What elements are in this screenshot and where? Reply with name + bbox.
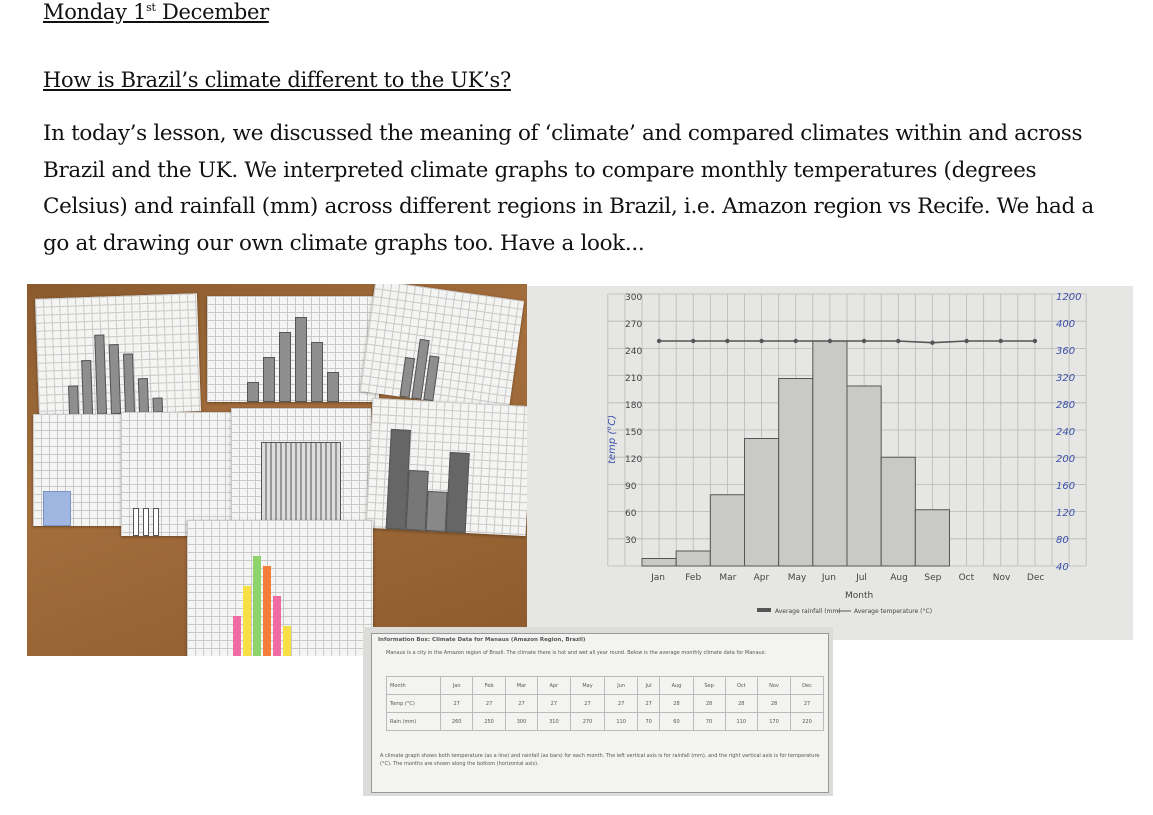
left-tick-label: 150 <box>625 428 643 438</box>
x-axis-title: Month <box>845 591 874 601</box>
rain-bar-feb <box>676 551 710 566</box>
climate-graph-drawing <box>527 286 1133 640</box>
temp-point-mar <box>725 339 729 343</box>
rain-bar-jan <box>642 559 676 567</box>
legend-temp-label: Average temperature (°C) <box>854 608 933 615</box>
table-cell: 27 <box>637 695 660 713</box>
temp-point-aug <box>896 339 900 343</box>
table-cell: Jun <box>605 677 637 695</box>
left-tick-label: 90 <box>625 482 637 492</box>
table-cell: Month <box>387 677 441 695</box>
lesson-question: How is Brazil’s climate different to the UK’s? <box>43 68 511 92</box>
graph-sheet <box>121 412 235 536</box>
right-tick-label: 1200 <box>1056 292 1082 303</box>
table-cell: 28 <box>660 695 693 713</box>
legend-rain-label: Average rainfall (mm) <box>775 608 841 615</box>
rain-bar-mar <box>710 495 744 566</box>
graph-sheet <box>360 284 524 412</box>
table-cell: Nov <box>757 677 790 695</box>
graph-sheet <box>366 398 527 536</box>
temp-point-apr <box>759 339 763 343</box>
graph-sheet <box>207 296 379 402</box>
table-cell: 60 <box>660 713 693 731</box>
graph-sheet <box>33 414 125 526</box>
rain-bar-may <box>779 379 813 567</box>
table-cell: 250 <box>473 713 505 731</box>
left-axis-label: temp (°C) <box>607 414 618 464</box>
month-label-oct: Oct <box>958 573 975 583</box>
left-tick-label: 240 <box>625 347 643 357</box>
table-cell: May <box>570 677 605 695</box>
table-cell: 70 <box>637 713 660 731</box>
month-label-feb: Feb <box>685 573 702 583</box>
table-row <box>387 713 824 731</box>
temp-point-oct <box>964 339 968 343</box>
rain-bar-jun <box>813 341 847 566</box>
month-label-jan: Jan <box>651 573 665 583</box>
month-label-may: May <box>787 573 807 583</box>
description-line: Brazil and the UK. We interpreted climate graphs to compare monthly temperatures (degrees <box>43 157 1037 183</box>
right-tick-label: 360 <box>1056 346 1076 357</box>
table-cell: 27 <box>570 695 605 713</box>
temp-point-jan <box>657 339 661 343</box>
table-cell: Oct <box>725 677 757 695</box>
table-cell: 260 <box>441 713 473 731</box>
information-box <box>371 633 829 793</box>
rain-bar-aug <box>881 457 915 566</box>
table-cell: 27 <box>441 695 473 713</box>
left-tick-label: 180 <box>625 401 643 411</box>
right-tick-label: 320 <box>1056 373 1076 384</box>
temp-point-nov <box>999 339 1003 343</box>
table-cell: 28 <box>725 695 757 713</box>
temp-point-jun <box>828 339 832 343</box>
temp-point-dec <box>1033 339 1037 343</box>
photo-hand-drawn-climate-graph <box>527 286 1133 640</box>
table-cell: 110 <box>725 713 757 731</box>
temp-point-jul <box>862 339 866 343</box>
table-cell: 27 <box>791 695 824 713</box>
table-cell: Dec <box>791 677 824 695</box>
legend-rain-swatch <box>757 608 771 612</box>
lesson-date: Monday 1st December <box>43 0 269 24</box>
table-cell: 270 <box>570 713 605 731</box>
table-cell: 27 <box>538 695 570 713</box>
table-cell: 27 <box>505 695 537 713</box>
month-label-mar: Mar <box>719 573 737 583</box>
rain-bar-sep <box>915 510 949 566</box>
table-cell: Apr <box>538 677 570 695</box>
info-title: Information Box: Climate Data for Manaus (Amazon Region, Brazil) <box>378 637 586 643</box>
right-tick-label: 200 <box>1056 454 1076 465</box>
graph-sheet-colourful <box>187 520 373 656</box>
table-row <box>387 677 824 695</box>
month-label-nov: Nov <box>992 573 1011 583</box>
left-tick-label: 210 <box>625 374 643 384</box>
description-line: go at drawing our own climate graphs too. Have a look... <box>43 230 645 256</box>
temp-point-feb <box>691 339 695 343</box>
info-note: A climate graph shows both temperature (as a line) and rainfall (as bars) for each month. The left vertical axis is for rainfall (mm), and the right vertical axis is for temperature (°C). The months are shown along the bottom (horizontal axis). <box>380 753 820 767</box>
description-line: Celsius) and rainfall (mm) across different regions in Brazil, i.e. Amazon region vs Recife. We had a <box>43 194 1094 219</box>
table-cell: Temp (°C) <box>387 695 441 713</box>
month-label-jul: Jul <box>856 573 867 583</box>
month-label-apr: Apr <box>753 573 770 583</box>
left-tick-label: 300 <box>625 293 643 303</box>
lesson-description <box>43 116 1138 262</box>
month-label-sep: Sep <box>924 573 942 583</box>
table-cell: 28 <box>757 695 790 713</box>
description-line: In today’s lesson, we discussed the meaning of ‘climate’ and compared climates within and across <box>43 121 1083 146</box>
rain-bar-apr <box>745 439 779 567</box>
right-tick-label: 160 <box>1056 481 1076 492</box>
photo-student-graphs <box>27 284 527 656</box>
right-tick-label: 240 <box>1056 427 1076 438</box>
month-label-aug: Aug <box>890 573 908 583</box>
table-cell: 220 <box>791 713 824 731</box>
photo-information-box <box>363 627 833 796</box>
right-tick-label: 280 <box>1056 400 1076 411</box>
table-cell: 110 <box>605 713 637 731</box>
left-tick-label: 30 <box>625 536 637 546</box>
right-tick-label: 80 <box>1056 535 1069 546</box>
temp-point-may <box>794 339 798 343</box>
right-tick-label: 400 <box>1056 319 1076 330</box>
table-cell: Sep <box>693 677 725 695</box>
graph-sheet <box>35 293 201 417</box>
climate-data-table <box>386 676 824 731</box>
right-tick-label: 120 <box>1056 508 1076 519</box>
month-label-dec: Dec <box>1026 573 1045 583</box>
table-cell: 300 <box>505 713 537 731</box>
table-cell: Mar <box>505 677 537 695</box>
table-cell: 170 <box>757 713 790 731</box>
table-cell: 27 <box>605 695 637 713</box>
table-cell: 70 <box>693 713 725 731</box>
table-cell: 310 <box>538 713 570 731</box>
table-cell: Aug <box>660 677 693 695</box>
left-tick-label: 270 <box>625 320 643 330</box>
table-cell: 28 <box>693 695 725 713</box>
left-tick-label: 120 <box>625 455 643 465</box>
table-cell: 27 <box>473 695 505 713</box>
month-label-jun: Jun <box>821 573 836 583</box>
info-intro: Manaus is a city in the Amazon region of Brazil. The climate there is hot and wet all year round. Below is the average monthly climate data for Manaus: <box>386 650 766 656</box>
table-row <box>387 695 824 713</box>
table-cell: Feb <box>473 677 505 695</box>
left-tick-label: 60 <box>625 509 637 519</box>
table-cell: Jul <box>637 677 660 695</box>
graph-sheet <box>231 408 371 532</box>
temp-point-sep <box>930 340 934 344</box>
table-cell: Rain (mm) <box>387 713 441 731</box>
right-tick-label: 40 <box>1056 562 1069 573</box>
rain-bar-jul <box>847 386 881 566</box>
table-cell: Jan <box>441 677 473 695</box>
